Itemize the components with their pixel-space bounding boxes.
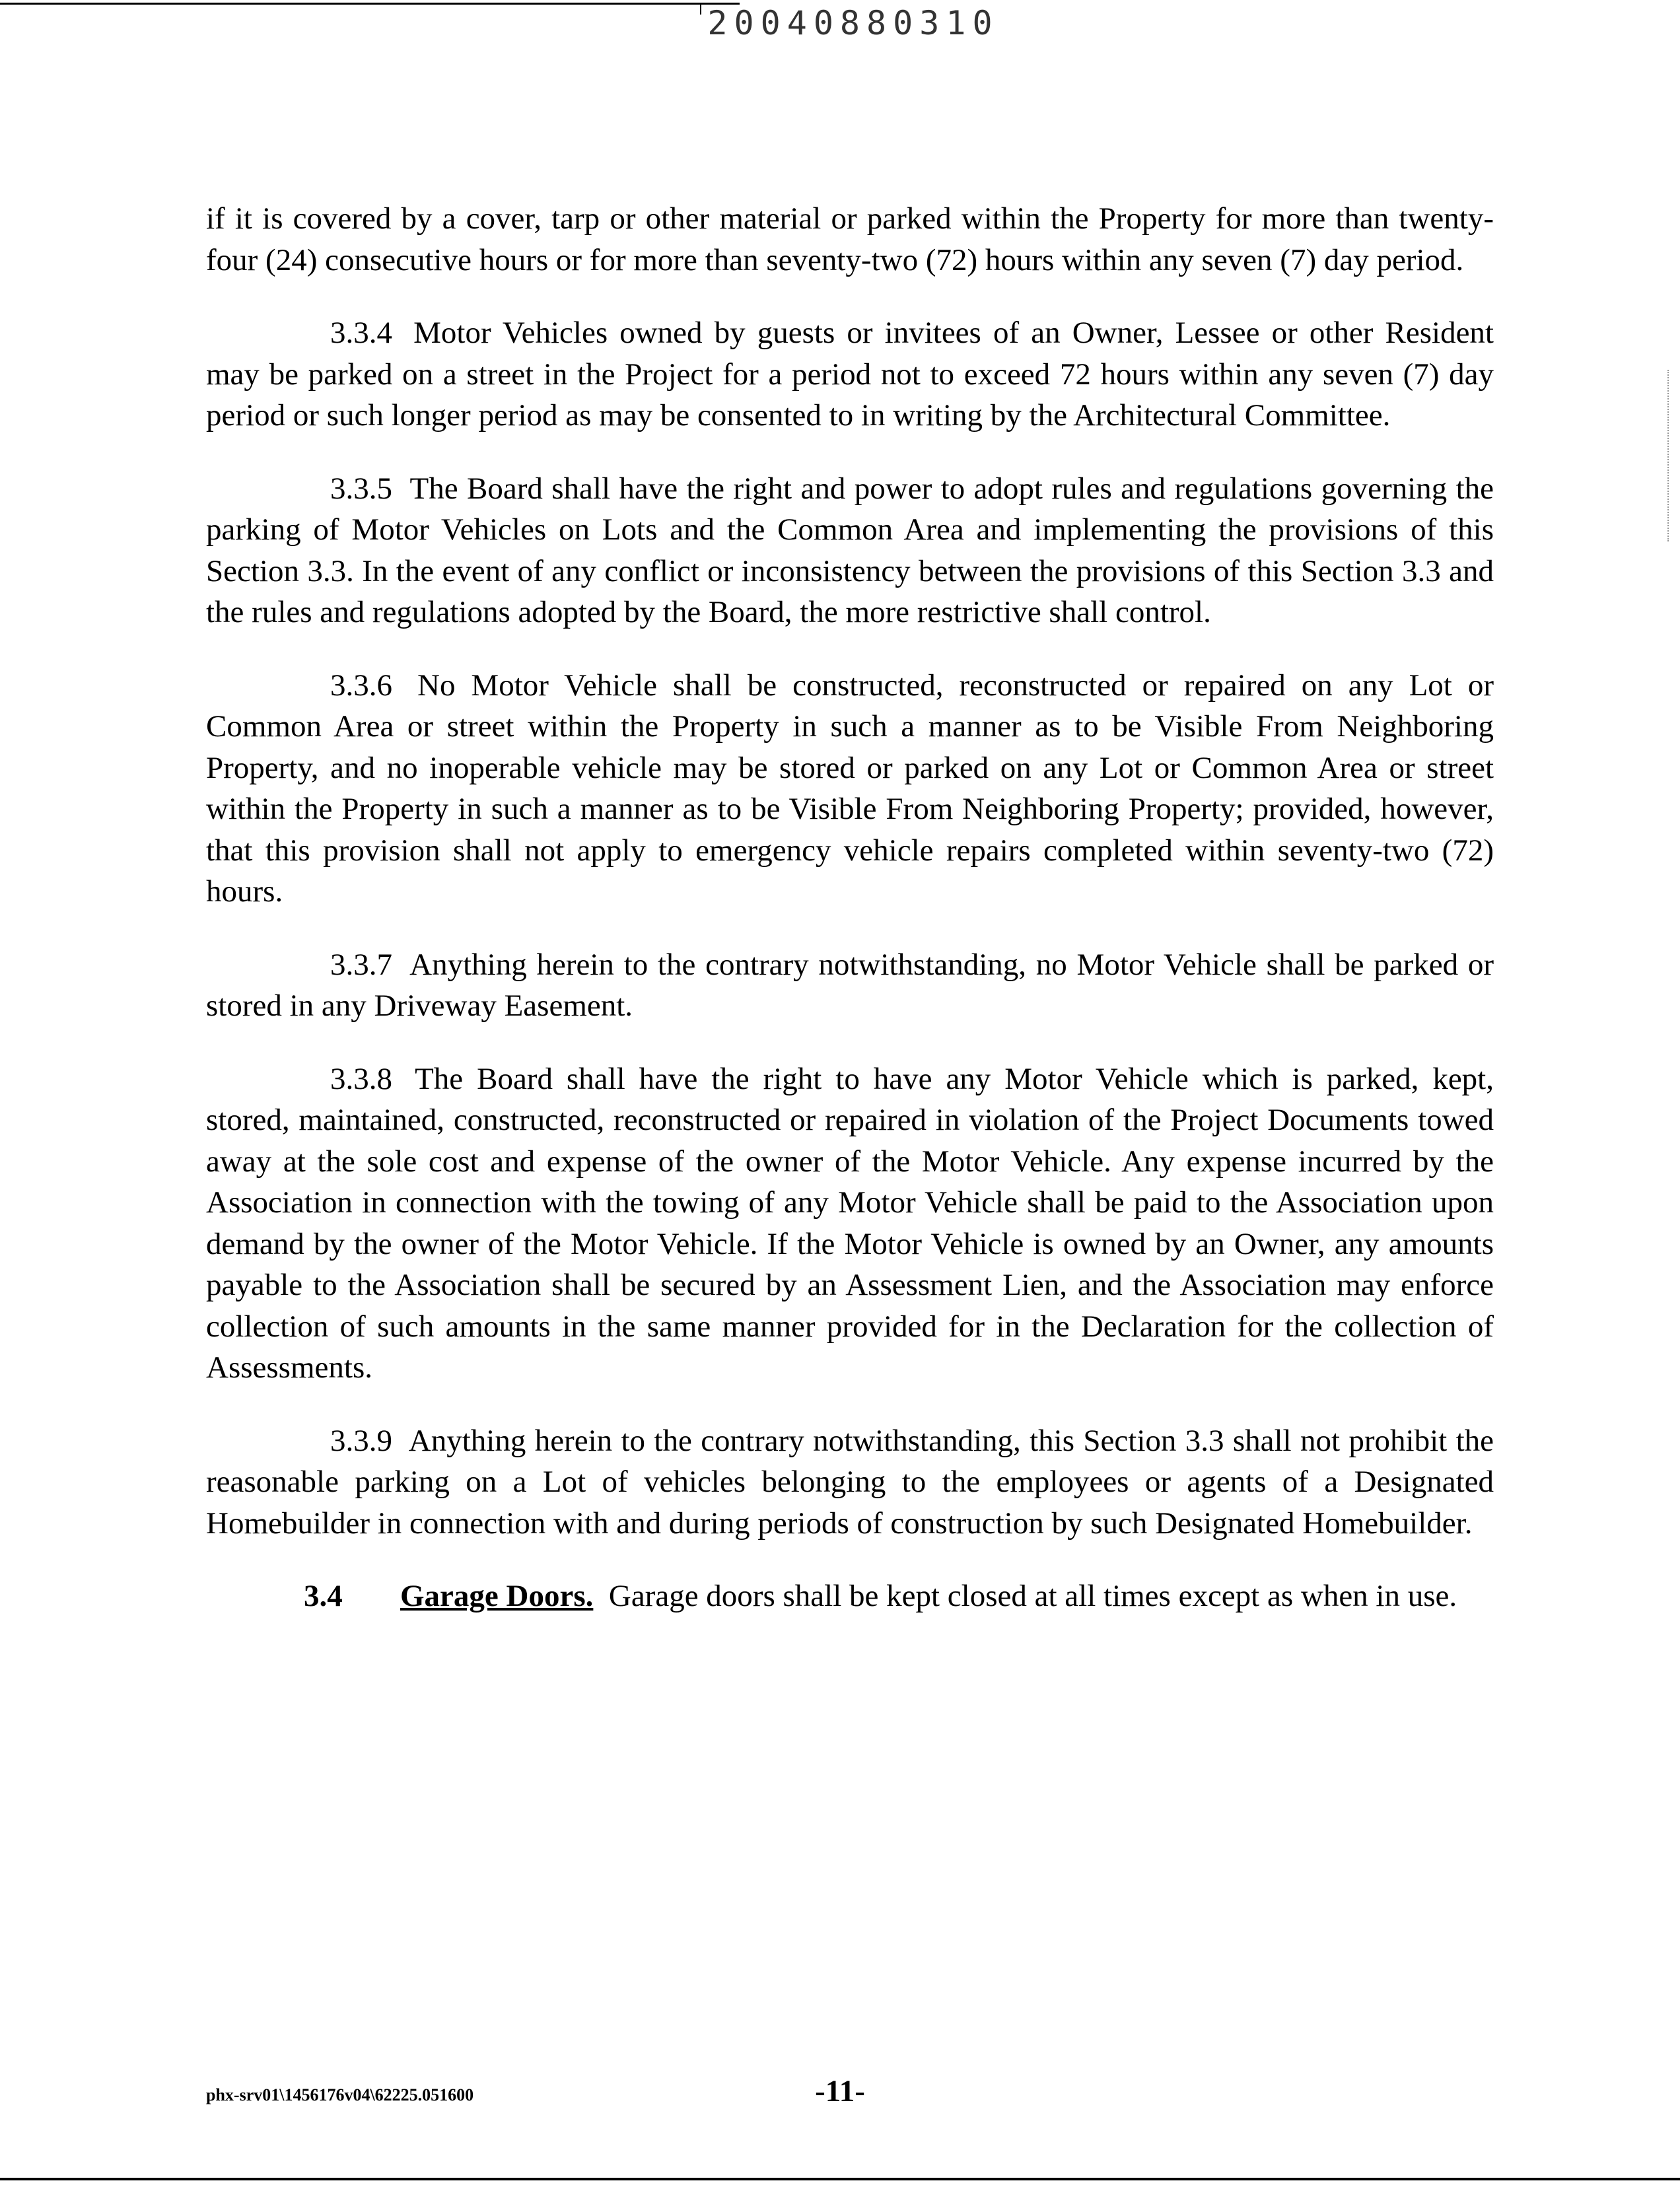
paragraph-text: The Board shall have the right and power to adopt rules and regulations governing the parking of Motor Vehicles on Lots and the Common Area and implementing the provisions of this Section 3.3. In the event of any conflict or inconsistency between the provisions of this Section 3.3 and the rules and regulations adopted by the Board, the more restrictive shall control.	[206, 471, 1494, 629]
document-number: 20040880310	[707, 4, 999, 42]
section-number: 3.4	[304, 1579, 343, 1613]
paragraph-text: Motor Vehicles owned by guests or invitees of an Owner, Lessee or other Resident may be parked on a street in the Project for a period not to exceed 72 hours within any seven (7) day period or such longer period as may be consented to in writing by the Architectural Committee.	[206, 316, 1494, 433]
paragraph-number: 3.3.6	[330, 668, 392, 703]
bottom-rule	[0, 2178, 1680, 2180]
paragraph-3-3-4	[206, 312, 1494, 436]
paragraph-text: Anything herein to the contrary notwithstanding, this Section 3.3 shall not prohibit the reasonable parking on a Lot of vehicles belonging to the employees or agents of a Designated Homebuilder in connection with and during periods of construction by such Designated Homebuilder.	[206, 1423, 1494, 1541]
paragraph-3-3-8	[206, 1059, 1494, 1389]
paragraph-3-3-7	[206, 944, 1494, 1027]
section-title: Garage Doors.	[400, 1579, 594, 1613]
paragraph-text: if it is covered by a cover, tarp or other material or parked within the Property for more than twenty-four (24) consecutive hours or for more than seventy-two (72) hours within any seven (7) day period.	[206, 201, 1494, 277]
document-body	[206, 198, 1494, 1649]
paragraph-3-3-9	[206, 1420, 1494, 1545]
footer-document-path: phx-srv01\1456176v04\62225.051600	[206, 2085, 474, 2104]
scan-speckle	[1667, 370, 1673, 541]
paragraph-number: 3.3.5	[330, 471, 392, 506]
paragraph-number: 3.3.4	[330, 316, 392, 350]
page-number: -11-	[815, 2074, 865, 2108]
paragraph-3-3-6	[206, 665, 1494, 913]
paragraph-number: 3.3.8	[330, 1061, 392, 1096]
paragraph-number: 3.3.9	[330, 1423, 392, 1458]
paragraph-continuation	[206, 198, 1494, 281]
paragraph-3-3-5	[206, 468, 1494, 633]
paragraph-text: Anything herein to the contrary notwithstanding, no Motor Vehicle shall be parked or stored in any Driveway Easement.	[206, 947, 1494, 1023]
paragraph-text: No Motor Vehicle shall be constructed, reconstructed or repaired on any Lot or Common Area or street within the Property in such a manner as to be Visible From Neighboring Property, and no inoperable vehicle may be stored or parked on any Lot or Common Area or street within the Property in such a manner as to be Visible From Neighboring Property; provided, however, that this provision shall not apply to emergency vehicle repairs completed within seventy-two (72) hours.	[206, 668, 1494, 909]
paragraph-number: 3.3.7	[330, 947, 392, 982]
section-3-4	[206, 1576, 1494, 1617]
section-text: Garage doors shall be kept closed at all times except as when in use.	[608, 1579, 1457, 1613]
paragraph-text: The Board shall have the right to have any Motor Vehicle which is parked, kept, stored, maintained, constructed, reconstructed or repaired in violation of the Project Documents towed away at the sole cost and expense of the owner of the Motor Vehicle. Any expense incurred by the Association in connection with the towing of any Motor Vehicle shall be paid to the Association upon demand by the owner of the Motor Vehicle. If the Motor Vehicle is owned by an Owner, any amounts payable to the Association shall be secured by an Assessment Lien, and the Association may enforce collection of such amounts in the same manner provided for in the Declaration for the collection of Assessments.	[206, 1061, 1494, 1385]
